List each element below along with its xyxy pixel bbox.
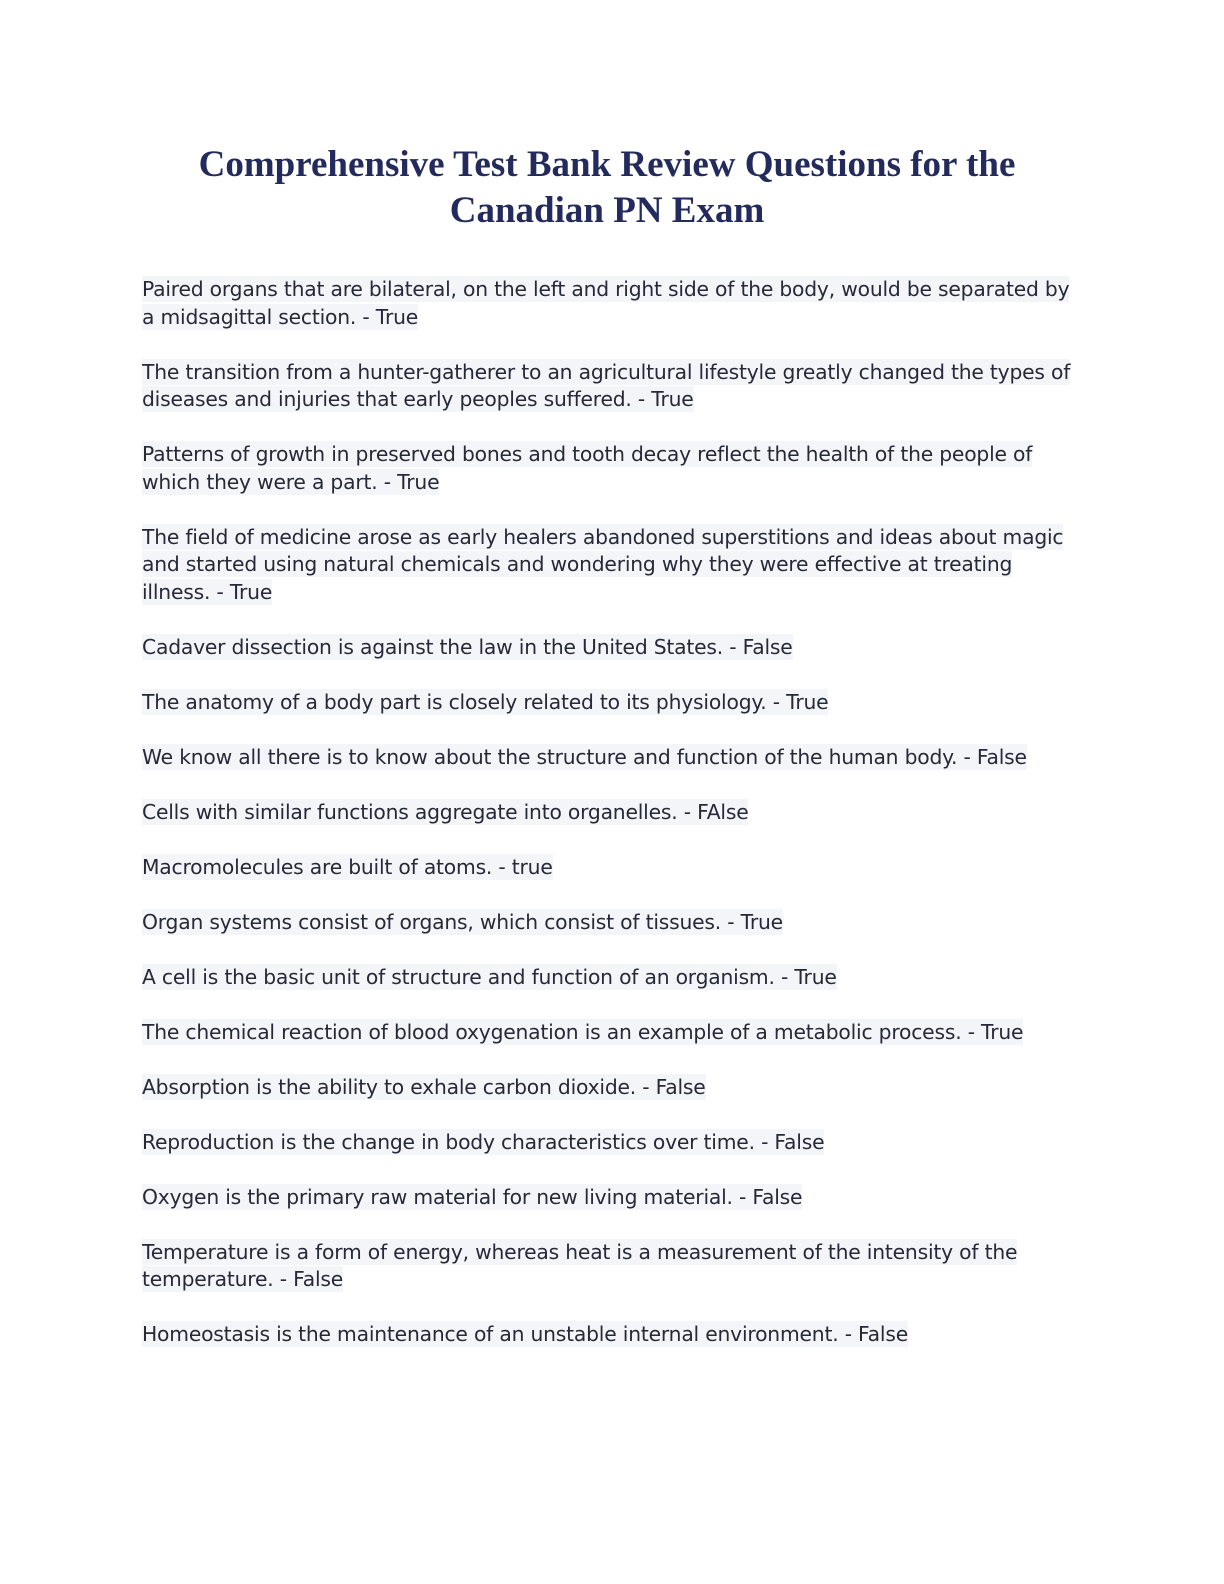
question-text: Cells with similar functions aggregate into organelles. - FAlse (142, 799, 749, 824)
question-item (142, 1239, 1072, 1294)
question-text: Absorption is the ability to exhale carbon dioxide. - False (142, 1074, 706, 1099)
question-text: Macromolecules are built of atoms. - true (142, 854, 553, 879)
document-title: Comprehensive Test Bank Review Questions for the Canadian PN Exam (198, 144, 1016, 231)
question-item (142, 1074, 1072, 1102)
question-item (142, 854, 1072, 882)
question-text: Paired organs that are bilateral, on the left and right side of the body, would be separated by a midsagittal section. - True (142, 277, 1070, 329)
question-text: Reproduction is the change in body characteristics over time. - False (142, 1129, 825, 1154)
question-list (142, 276, 1072, 1376)
question-item (142, 1129, 1072, 1157)
question-item (142, 441, 1072, 496)
question-text: The chemical reaction of blood oxygenation is an example of a metabolic process. - True (142, 1019, 1024, 1044)
question-item (142, 1321, 1072, 1349)
question-text: Cadaver dissection is against the law in the United States. - False (142, 634, 793, 659)
question-text: Temperature is a form of energy, whereas heat is a measurement of the intensity of the temperature. - False (142, 1239, 1018, 1291)
question-text: Homeostasis is the maintenance of an unstable internal environment. - False (142, 1322, 908, 1346)
question-item (142, 964, 1072, 992)
question-text: A cell is the basic unit of structure and function of an organism. - True (142, 964, 837, 989)
question-text: The transition from a hunter-gatherer to an agricultural lifestyle greatly changed the types of diseases and injuries that early peoples suffered. - True (142, 359, 1071, 411)
question-item (142, 276, 1072, 331)
question-text: The anatomy of a body part is closely related to its physiology. - True (142, 689, 829, 714)
question-item (142, 689, 1072, 717)
question-item (142, 1019, 1072, 1047)
question-text: The field of medicine arose as early healers abandoned superstitions and ideas about magic and started using natural chemicals and wondering why they were effective at treating illness. - True (142, 524, 1064, 604)
question-text: Patterns of growth in preserved bones and tooth decay reflect the health of the people of which they were a part. - True (142, 442, 1033, 494)
question-item (142, 634, 1072, 662)
question-item (142, 799, 1072, 827)
question-item (142, 524, 1072, 607)
question-item (142, 744, 1072, 772)
question-text: Organ systems consist of organs, which consist of tissues. - True (142, 909, 783, 934)
question-item (142, 909, 1072, 937)
question-item (142, 359, 1072, 414)
question-item (142, 1184, 1072, 1212)
question-text: Oxygen is the primary raw material for new living material. - False (142, 1184, 803, 1209)
question-text: We know all there is to know about the structure and function of the human body. - False (142, 744, 1027, 769)
